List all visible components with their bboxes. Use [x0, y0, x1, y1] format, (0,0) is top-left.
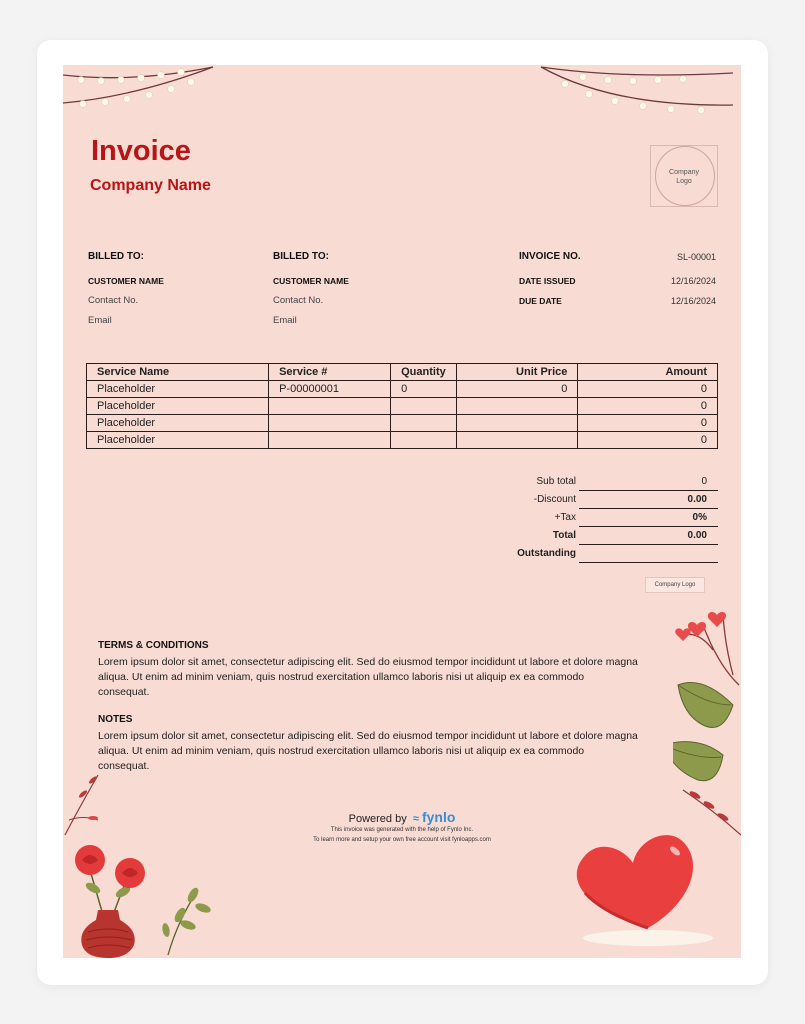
cell-quantity: 0: [391, 381, 457, 398]
notes-title: NOTES: [98, 714, 133, 725]
cell-unit-price: 0: [456, 381, 578, 398]
date-issued-label: DATE ISSUED: [519, 276, 576, 286]
discount-row: [493, 491, 718, 509]
cell-service-name: Placeholder: [87, 415, 269, 432]
cell-service-name: Placeholder: [87, 432, 269, 449]
discount-value: 0.00: [687, 494, 707, 505]
string-lights-right: [533, 65, 741, 125]
totals-block: [493, 473, 718, 563]
customer-name: CUSTOMER NAME: [273, 276, 349, 286]
date-issued-value: 12/16/2024: [670, 276, 716, 286]
discount-label: -Discount: [533, 494, 576, 505]
string-lights-left: [63, 65, 223, 115]
header-quantity: Quantity: [391, 364, 457, 381]
tax-value: 0%: [692, 512, 707, 523]
cell-quantity: [391, 398, 457, 415]
header-unit-price: Unit Price: [456, 364, 578, 381]
tax-row: [493, 509, 718, 527]
invoice-title: Invoice: [91, 135, 191, 167]
cell-unit-price: [456, 415, 578, 432]
table-row: [87, 398, 718, 415]
cell-service-number: P-00000001: [269, 381, 391, 398]
cell-quantity: [391, 415, 457, 432]
table-header-row: [87, 364, 718, 381]
cell-service-name: Placeholder: [87, 398, 269, 415]
cell-unit-price: [456, 432, 578, 449]
header-service-number: Service #: [269, 364, 391, 381]
table-row: [87, 381, 718, 398]
outstanding-label: Outstanding: [517, 548, 576, 559]
fynlo-brand: fynlo: [421, 809, 456, 825]
cell-amount: 0: [578, 432, 718, 449]
cell-amount: 0: [578, 415, 718, 432]
cell-service-name: Placeholder: [87, 381, 269, 398]
cell-service-number: [269, 415, 391, 432]
terms-title: TERMS & CONDITIONS: [98, 640, 209, 651]
footer-line-1: This invoice was generated with the help of Fynlo Inc.: [330, 827, 474, 833]
total-row: [493, 527, 718, 545]
outstanding-row: [493, 545, 718, 563]
items-table: [86, 363, 718, 449]
contact-number: Contact No.: [273, 295, 324, 306]
subtotal-row: [493, 473, 718, 491]
footer-line-2: To learn more and setup your own free account visit fynloapps.com: [313, 837, 491, 843]
email: Email: [273, 315, 297, 326]
invoice-no-label: INVOICE NO.: [519, 251, 581, 262]
due-date-label: DUE DATE: [519, 296, 562, 306]
contact-number: Contact No.: [88, 295, 139, 306]
logo-text: Company Logo: [669, 169, 699, 185]
cell-unit-price: [456, 398, 578, 415]
terms-text: Lorem ipsum dolor sit amet, consectetur adipiscing elit. Sed do eiusmod tempor incididunt ut labore et dolore magna aliqua. Ut enim ad minim veniam, quis nostrud exercitation ullamco laboris nisi ut aliquip ex ea commodo consequat.: [98, 656, 638, 698]
billed-to-label: BILLED TO:: [88, 251, 144, 262]
header-amount: Amount: [578, 364, 718, 381]
customer-name: CUSTOMER NAME: [88, 276, 164, 286]
fynlo-logo-icon: ≈: [412, 813, 419, 825]
rose-vase-icon: [68, 840, 218, 958]
cell-service-number: [269, 398, 391, 415]
notes-text: Lorem ipsum dolor sit amet, consectetur adipiscing elit. Sed do eiusmod tempor incididunt ut labore et dolore magna aliqua. Ut enim ad minim veniam, quis nostrud exercitation ullamco laboris nisi ut aliquip ex ea commodo consequat.: [98, 730, 638, 772]
invoice-sheet: [63, 65, 741, 958]
total-value: 0.00: [687, 530, 707, 541]
subtotal-value: 0: [701, 476, 707, 487]
company-name: Company Name: [90, 177, 211, 194]
table-row: [87, 432, 718, 449]
heart-decoration-icon: [563, 823, 713, 953]
cell-amount: 0: [578, 381, 718, 398]
subtotal-label: Sub total: [536, 476, 576, 487]
invoice-no-value: SL-00001: [676, 252, 716, 262]
cell-service-number: [269, 432, 391, 449]
branch-decoration-icon: [63, 770, 108, 840]
leaf-decoration-icon: [673, 605, 741, 855]
tax-label: +Tax: [554, 512, 576, 523]
table-row: [87, 415, 718, 432]
due-date-value: 12/16/2024: [670, 296, 716, 306]
billed-to-label: BILLED TO:: [273, 251, 329, 262]
powered-by-label: Powered by: [348, 813, 407, 825]
company-logo-placeholder: [650, 145, 718, 207]
total-label: Total: [552, 530, 576, 541]
company-logo-small: Company Logo: [645, 577, 705, 593]
email: Email: [88, 315, 112, 326]
header-service-name: Service Name: [87, 364, 269, 381]
cell-amount: 0: [578, 398, 718, 415]
cell-quantity: [391, 432, 457, 449]
